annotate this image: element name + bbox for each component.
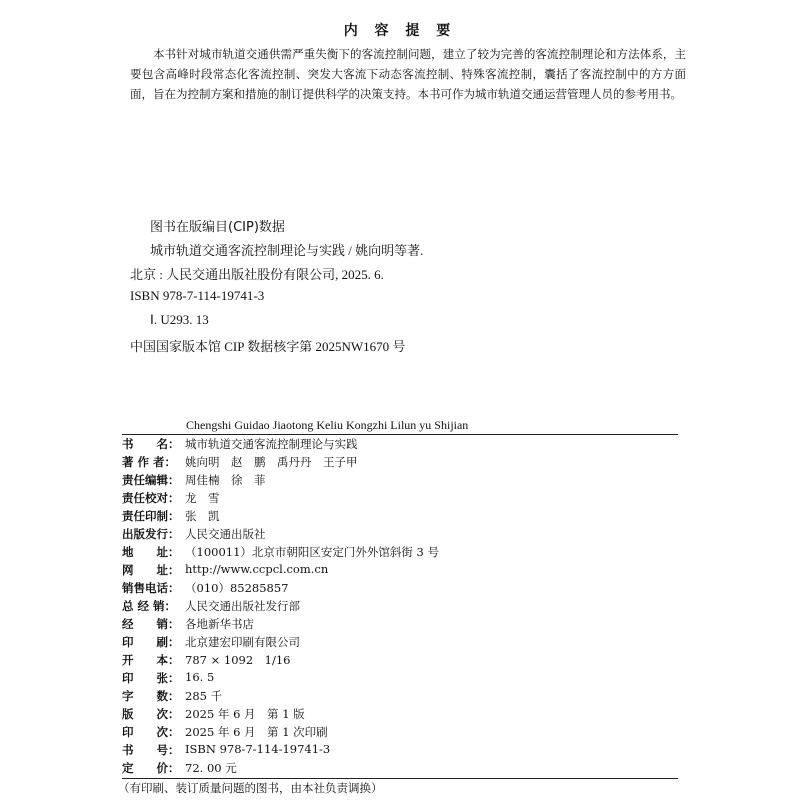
colophon-label: 印 刷： [122, 635, 180, 649]
colophon-label: 责任校对： [122, 491, 180, 505]
colophon-label: 开 本： [122, 653, 180, 667]
colophon-label: 经 销： [122, 617, 180, 631]
colophon-label: 印 张： [122, 671, 180, 685]
cip-classification-line: Ⅰ. U293. 13 [150, 312, 209, 327]
colophon-value: 姚向明 赵 鹏 禹丹丹 王子甲 [185, 455, 358, 469]
colophon-label: 地 址： [122, 545, 180, 559]
colophon-value: 16. 5 [185, 670, 215, 684]
colophon-value: （100011）北京市朝阳区安定门外外馆斜街 3 号 [185, 545, 440, 559]
colophon-label: 印 次： [122, 725, 180, 739]
colophon-label: 网 址： [122, 563, 180, 577]
colophon-label: 责任印制： [122, 509, 180, 523]
colophon-value: ISBN 978-7-114-19741-3 [185, 742, 331, 756]
colophon-value: 北京建宏印刷有限公司 [185, 635, 300, 649]
colophon-label: 定 价： [122, 761, 180, 775]
colophon-label: 书 号： [122, 743, 180, 757]
colophon-value: 各地新华书店 [185, 617, 254, 631]
colophon-value: http://www.ccpcl.com.cn [185, 562, 329, 576]
cip-title-line: 城市轨道交通客流控制理论与实践 / 姚向明等著. [150, 243, 424, 258]
colophon-bottom-rule [122, 778, 678, 779]
colophon-label: 出版发行： [122, 527, 180, 541]
cip-number-line: 中国国家版本馆 CIP 数据核字第 2025NW1670 号 [130, 339, 406, 354]
summary-heading: 内 容 提 要 [343, 23, 457, 39]
colophon-value: 城市轨道交通客流控制理论与实践 [185, 437, 358, 451]
colophon-label: 总 经 销： [122, 599, 177, 613]
colophon-label: 版 次： [122, 707, 180, 721]
colophon-top-rule [122, 434, 678, 435]
colophon-value: 人民交通出版社 [185, 527, 266, 541]
colophon-footer-note: （有印刷、装订质量问题的图书，由本社负责调换） [118, 781, 383, 795]
colophon-value: 285 千 [185, 689, 223, 703]
colophon-value: 2025 年 6 月 第 1 次印刷 [185, 725, 328, 739]
cip-isbn-line: ISBN 978-7-114-19741-3 [130, 288, 265, 303]
cip-publisher-line: 北京 : 人民交通出版社股份有限公司, 2025. 6. [130, 267, 384, 282]
summary-text: 本书针对城市轨道交通供需严重失衡下的客流控制问题，建立了较为完善的客流控制理论和方法体系，主要包含高峰时段常态化客流控制、突发大客流下动态客流控制、特殊客流控制，囊括了客流控制中的方方面面，旨在为控制方案和措施的制订提供科学的决策支持。本书可作为城市轨道交通运营管理人员的参考用书。 [130, 47, 686, 101]
cip-heading: 图书在版编目(CIP)数据 [150, 220, 285, 235]
colophon-label: 字 数： [122, 689, 180, 703]
colophon-value: 72. 00 元 [185, 761, 237, 775]
colophon-value: 龙 雪 [185, 491, 220, 505]
colophon-value: （010）85285857 [185, 581, 289, 595]
colophon-value: 787 × 1092 1/16 [185, 653, 291, 667]
colophon-label: 销售电话： [122, 581, 180, 595]
colophon-value: 张 凯 [185, 509, 220, 523]
pinyin-title: Chengshi Guidao Jiaotong Keliu Kongzhi Lilun yu Shijian [186, 418, 469, 432]
colophon-value: 2025 年 6 月 第 1 版 [185, 707, 305, 721]
colophon-label: 著 作 者： [122, 455, 177, 469]
colophon-value: 人民交通出版社发行部 [185, 599, 300, 613]
colophon-label: 书 名： [122, 437, 180, 451]
colophon-value: 周佳楠 徐 菲 [185, 473, 266, 487]
colophon-label: 责任编辑： [122, 473, 180, 487]
